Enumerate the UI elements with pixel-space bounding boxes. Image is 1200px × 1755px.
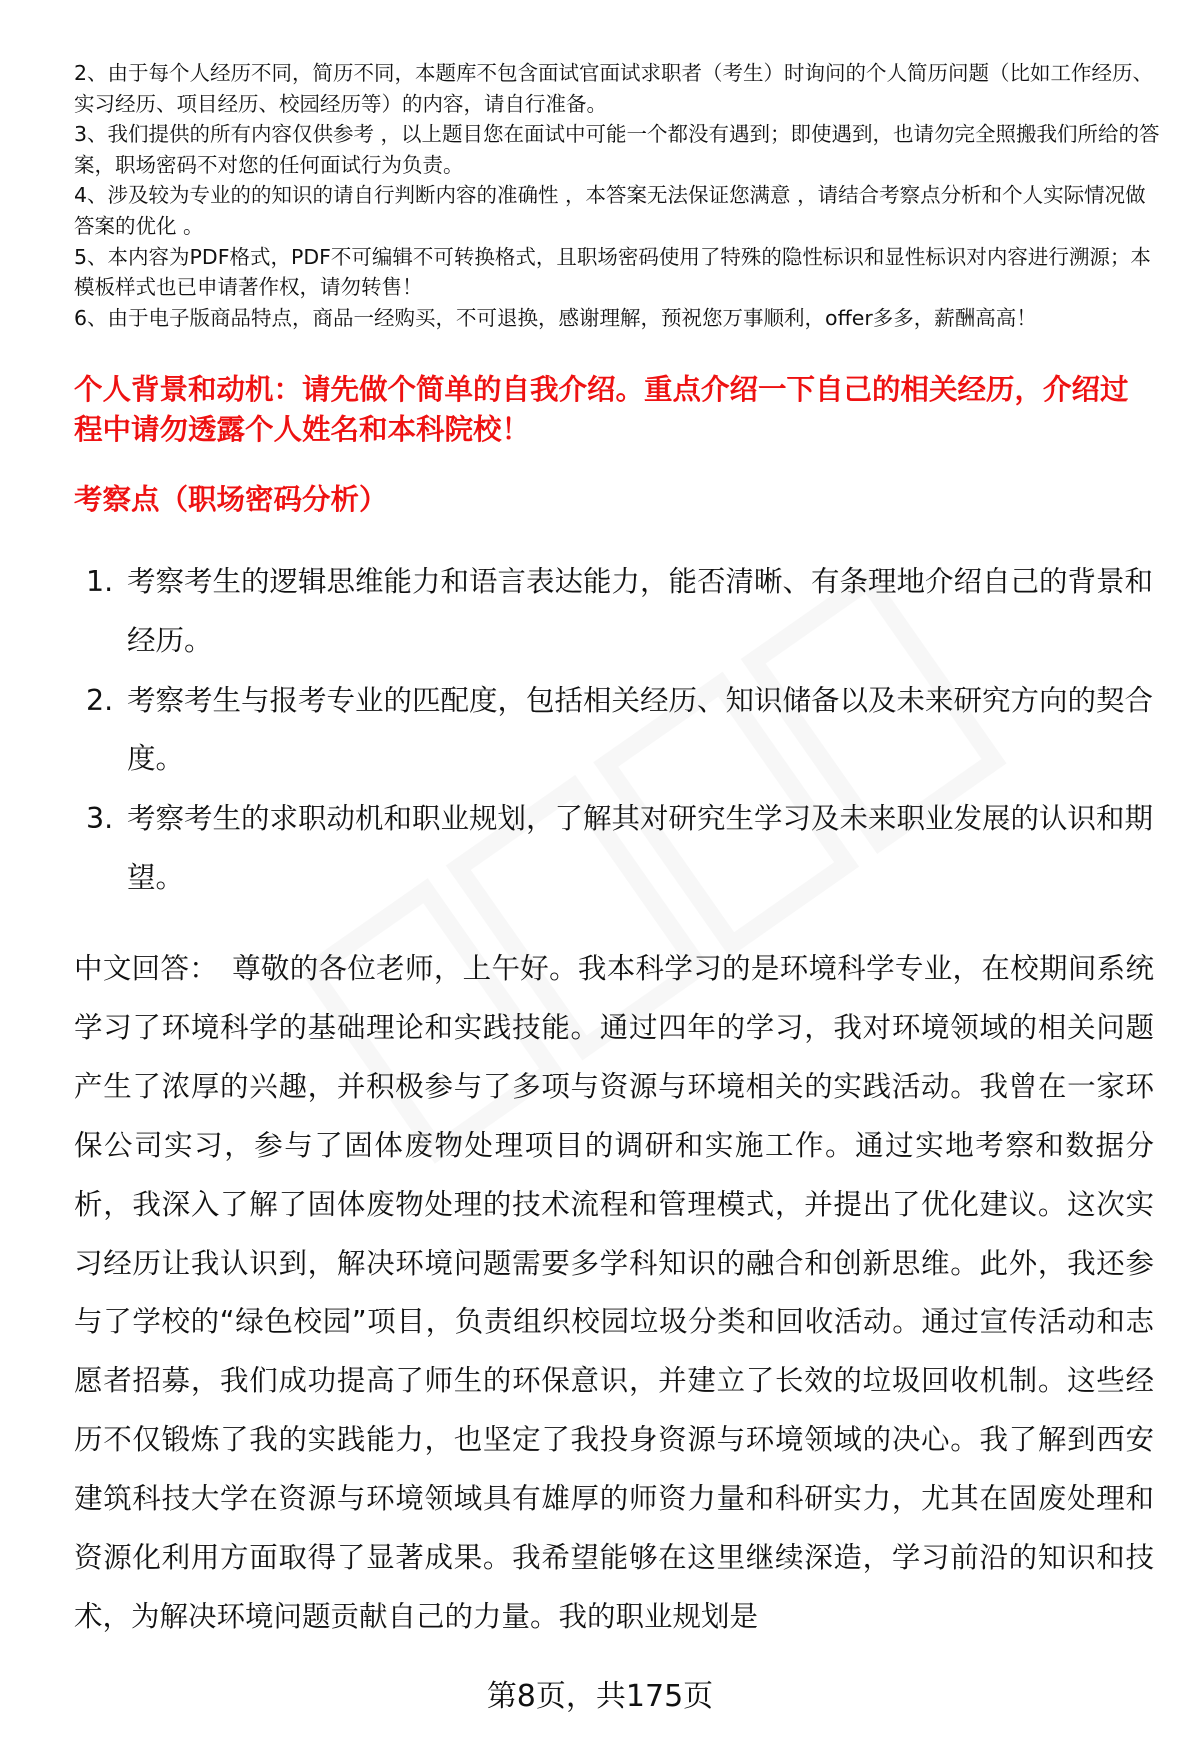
question-heading: 个人背景和动机：请先做个简单的自我介绍。重点介绍一下自己的相关经历，介绍过程中请勿透露个人姓名和本科院校！: [74, 373, 1129, 446]
notes-section: [74, 58, 1164, 333]
page-footer: 第8页，共175页: [486, 1679, 714, 1714]
note-item: 5、本内容为PDF格式，PDF不可编辑不可转换格式，且职场密码使用了特殊的隐性标识和显性标识对内容进行溯源；本模板样式也已申请著作权，请勿转售！: [74, 244, 1151, 300]
key-point-item: [74, 553, 1154, 670]
key-point-item: [74, 790, 1154, 907]
key-point-number: 1.: [86, 565, 114, 598]
note-item: 3、我们提供的所有内容仅供参考 ，以上题目您在面试中可能一个都没有遇到；即使遇到，也请勿完全照搬我们所给的答案，职场密码不对您的任何面试行为负责。: [74, 122, 1160, 177]
key-points-list: [74, 553, 1154, 909]
answer-paragraph: [74, 940, 1154, 1647]
key-point-number: 2.: [86, 683, 114, 717]
key-point-text: 考察考生的逻辑思维能力和语言表达能力，能否清晰、有条理地介绍自己的背景和经历。: [127, 565, 1154, 657]
note-item: 4、涉及较为专业的的知识的请自行判断内容的准确性 ，本答案无法保证您满意 ，请结合考察点分析和个人实际情况做答案的优化 。: [74, 183, 1146, 238]
note-item: 6、由于电子版商品特点，商品一经购买，不可退换，感谢理解，预祝您万事顺利，offer多多，薪酬高高！: [74, 305, 1037, 330]
key-points-heading: 考察点（职场密码分析）: [74, 483, 388, 516]
note-item: 2、由于每个人经历不同，简历不同，本题库不包含面试官面试求职者（考生）时询问的个人简历问题（比如工作经历、实习经历、项目经历、校园经历等）的内容，请自行准备。: [74, 61, 1154, 116]
key-point-item: [74, 672, 1154, 789]
key-point-text: 考察考生与报考专业的匹配度，包括相关经历、知识储备以及未来研究方向的契合度。: [127, 683, 1154, 775]
key-point-number: 3.: [86, 802, 114, 835]
key-point-text: 考察考生的求职动机和职业规划，了解其对研究生学习及未来职业发展的认识和期望。: [127, 802, 1154, 894]
answer-label: 中文回答：: [74, 952, 219, 985]
answer-text: 尊敬的各位老师，上午好。我本科学习的是环境科学专业，在校期间系统学习了环境科学的基础理论和实践技能。通过四年的学习，我对环境领域的相关问题产生了浓厚的兴趣，并积极参与了多项与资源与环境相关的实践活动。我曾在一家环保公司实习，参与了固体废物处理项目的调研和实施工作。通过实地考察和数据分析，我深入了解了固体废物处理的技术流程和管理模式，并提出了优化建议。这次实习经历让我认识到，解决环境问题需要多学科知识的融合和创新思维。此外，我还参与了学校的“绿色校园”项目，负责组织校园垃圾分类和回收活动。通过宣传活动和志愿者招募，我们成功提高了师生的环保意识，并建立了长效的垃圾回收机制。这些经历不仅锻炼了我的实践能力，也坚定了我投身资源与环境领域的决心。我了解到西安建筑科技大学在资源与环境领域具有雄厚的师资力量和科研实力，尤其在固废处理和资源化利用方面取得了显著成果。我希望能够在这里继续深造，学习前沿的知识和技术，为解决环境问题贡献自己的力量。我的职业规划是: [74, 952, 1154, 1633]
